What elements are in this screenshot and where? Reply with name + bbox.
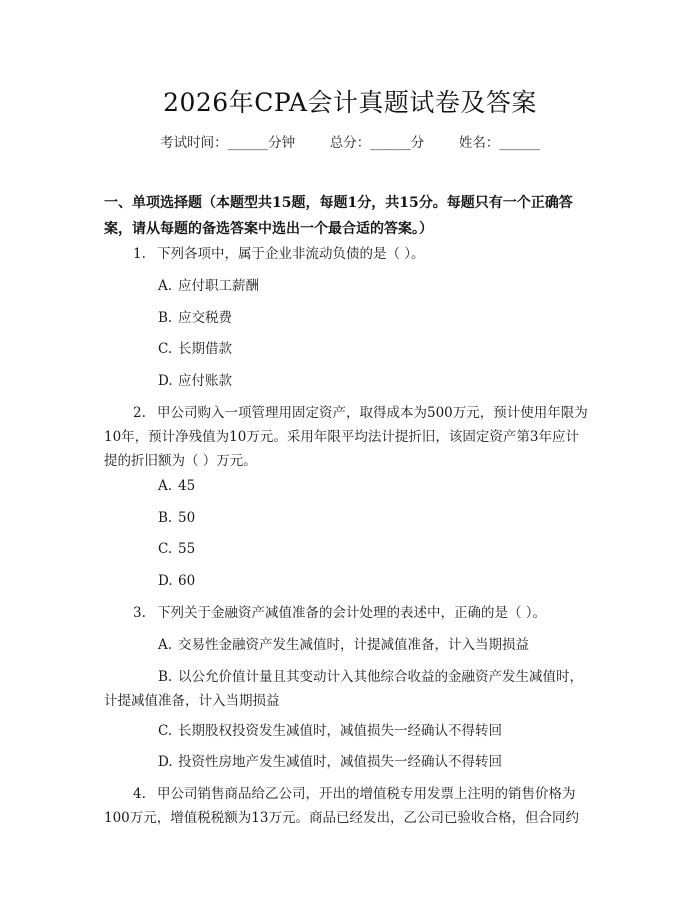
question-number: 3. [133,605,146,621]
option-text-continued: 计提减值准备，计入当期损益 [104,693,280,709]
option-label: B. [158,310,173,326]
question-text: 下列关于金融资产减值准备的会计处理的表述中，正确的是（ ）。 [157,605,547,621]
section-heading-line: 案，请从每题的备选答案中选出一个最合适的答案。） [104,221,433,237]
question-text-continued: 100万元，增值税税额为13万元。商品已经发出，乙公司已验收合格，但合同约 [104,810,579,826]
time-label: 考试时间： [160,135,228,151]
option-item [158,749,502,775]
option-item [158,273,259,299]
option-item [158,473,195,499]
option-label: A. [158,637,173,653]
section-heading-line: 一、单项选择题（本题型共15题，每题1分，共15分。每题只有一个正确答 [104,195,573,211]
question-number: 4. [133,786,146,802]
option-label: A. [158,278,173,294]
name-blank: ______ [499,135,540,151]
option-item [158,505,195,531]
question-number: 1. [133,246,146,262]
question-text-continued: 10年，预计净残值为10万元。采用年限平均法计提折旧，该固定资产第3年应计 [104,429,579,445]
option-item [158,568,195,594]
option-text: 以公允价值计量且其变动计入其他综合收益的金融资产发生减值时， [178,669,583,685]
question-2 [133,400,588,426]
exam-info-row [0,131,700,151]
question-3 [133,600,546,626]
option-label: D. [158,373,173,389]
option-text: 应交税费 [178,310,232,326]
question-text-continued: 提的折旧额为（ ）万元。 [104,453,257,469]
option-text: 投资性房地产发生减值时，减值损失一经确认不得转回 [178,754,502,770]
option-text: 长期股权投资发生减值时，减值损失一经确认不得转回 [178,723,502,739]
question-1 [133,241,425,267]
option-text: 应付账款 [178,373,232,389]
option-text: 交易性金融资产发生减值时，计提减值准备，计入当期损益 [178,637,529,653]
question-text: 甲公司购入一项管理用固定资产，取得成本为500万元，预计使用年限为 [157,405,588,421]
option-item [158,632,529,658]
option-text: 45 [178,478,196,494]
option-text: 55 [178,541,196,557]
name-label: 姓名： [458,135,500,151]
option-label: D. [158,754,173,770]
option-item [158,718,502,744]
page-title: 2026年CPA会计真题试卷及答案 [163,88,537,117]
question-number: 2. [133,405,146,421]
option-item [158,368,232,394]
option-label: C. [158,723,173,739]
option-item [158,305,232,331]
option-label: B. [158,669,173,685]
option-label: A. [158,478,173,494]
option-item [158,336,232,362]
option-label: C. [158,541,173,557]
question-4 [133,781,576,807]
option-text: 50 [178,510,196,526]
score-unit: 分 [410,135,425,151]
option-label: C. [158,341,173,357]
option-item [158,536,195,562]
question-text: 甲公司销售商品给乙公司，开出的增值税专用发票上注明的销售价格为 [157,786,576,802]
section-heading [104,190,600,242]
question-text: 下列各项中，属于企业非流动负债的是（ ）。 [157,246,425,262]
option-label: D. [158,573,173,589]
option-text: 60 [178,573,196,589]
time-blank: ______ [227,135,269,151]
option-text: 长期借款 [178,341,232,357]
option-text: 应付职工薪酬 [178,278,259,294]
time-unit: 分钟 [268,135,296,151]
option-label: B. [158,510,173,526]
option-item [158,664,583,690]
score-blank: ______ [370,135,411,151]
score-label: 总分： [329,135,371,151]
